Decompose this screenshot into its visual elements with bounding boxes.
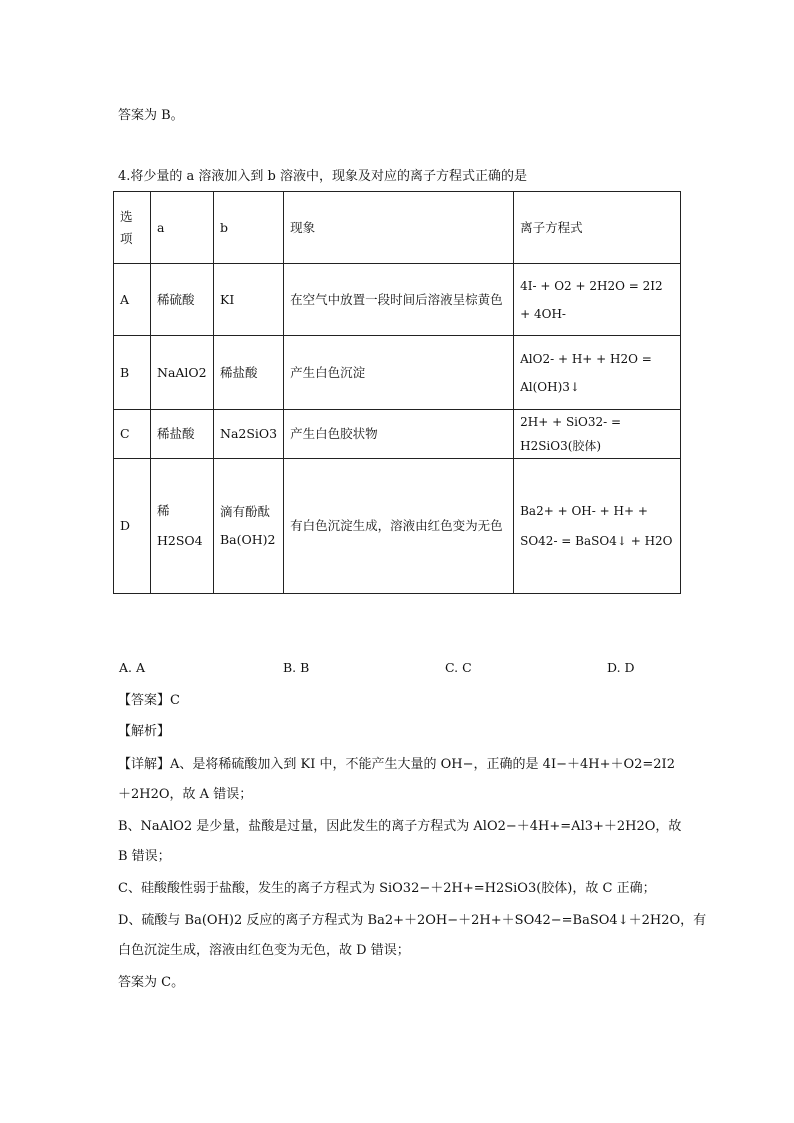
explanation-a-text: A、是将稀硫酸加入到 KI 中，不能产生大量的 OH−，正确的是 4I−＋4H+＋O2=2I2 — [170, 757, 675, 772]
question-stem: 4.将少量的 a 溶液加入到 b 溶液中，现象及对应的离子方程式正确的是 — [118, 169, 528, 184]
analysis-tag: 【解析】 — [118, 724, 171, 739]
final-answer: 答案为 C。 — [118, 975, 185, 990]
answer-value: C — [170, 693, 180, 708]
explanation-a-line2: ＋2H2O，故 A 错误； — [118, 787, 253, 802]
cell-a: 稀硫酸 — [151, 264, 214, 336]
cell-phenomenon: 产生白色胶状物 — [284, 410, 514, 459]
cell-equation: 2H+ + SiO32- = H2SiO3(胶体) — [514, 410, 681, 459]
choice-a: A. A — [119, 660, 146, 675]
cell-option: D — [114, 459, 151, 594]
header-option: 选项 — [114, 192, 151, 264]
explanation-b-line2: B 错误； — [118, 849, 171, 864]
cell-phenomenon: 有白色沉淀生成，溶液由红色变为无色 — [284, 459, 514, 594]
header-a: a — [151, 192, 214, 264]
explanation-d-line1: D、硫酸与 Ba(OH)2 反应的离子方程式为 Ba2+＋2OH−＋2H+＋SO42−=BaSO4↓＋2H2O，有 — [118, 913, 707, 928]
table-row — [114, 264, 681, 336]
explanation-c-line: C、硅酸酸性弱于盐酸，发生的离子方程式为 SiO32−＋2H+=H2SiO3(胶体)，故 C 正确； — [118, 881, 656, 896]
table-row — [114, 336, 681, 410]
table-row — [114, 410, 681, 459]
previous-answer: 答案为 B。 — [118, 108, 184, 123]
choice-c: C. C — [445, 660, 472, 675]
explanation-b-line1: B、NaAlO2 是少量，盐酸是过量，因此发生的离子方程式为 AlO2−＋4H+=Al3+＋2H2O，故 — [118, 819, 682, 834]
header-phenomenon: 现象 — [284, 192, 514, 264]
detail-tag: 【详解】 — [118, 757, 171, 772]
cell-option: C — [114, 410, 151, 459]
cell-b: KI — [214, 264, 284, 336]
cell-equation: 4I- + O2 + 2H2O = 2I2 + 4OH- — [514, 264, 681, 336]
cell-phenomenon: 在空气中放置一段时间后溶液呈棕黄色 — [284, 264, 514, 336]
cell-option: B — [114, 336, 151, 410]
choice-d: D. D — [607, 660, 635, 675]
answer-tag: 【答案】 — [118, 693, 171, 708]
cell-b: Na2SiO3 — [214, 410, 284, 459]
header-b: b — [214, 192, 284, 264]
explanation-a-line1 — [118, 753, 675, 772]
cell-a: 稀H2SO4 — [151, 459, 214, 594]
table-header-row — [114, 192, 681, 264]
cell-b: 稀盐酸 — [214, 336, 284, 410]
cell-a: NaAlO2 — [151, 336, 214, 410]
header-equation: 离子方程式 — [514, 192, 681, 264]
cell-equation: Ba2+ + OH- + H+ + SO42- = BaSO4↓ + H2O — [514, 459, 681, 594]
table-row — [114, 459, 681, 594]
cell-b: 滴有酚酞Ba(OH)2 — [214, 459, 284, 594]
answer-line — [118, 689, 180, 708]
cell-equation: AlO2- + H+ + H2O = Al(OH)3↓ — [514, 336, 681, 410]
cell-a: 稀盐酸 — [151, 410, 214, 459]
cell-option: A — [114, 264, 151, 336]
options-table — [113, 191, 681, 594]
cell-phenomenon: 产生白色沉淀 — [284, 336, 514, 410]
explanation-d-line2: 白色沉淀生成，溶液由红色变为无色，故 D 错误； — [118, 943, 410, 958]
choice-b: B. B — [283, 660, 310, 675]
